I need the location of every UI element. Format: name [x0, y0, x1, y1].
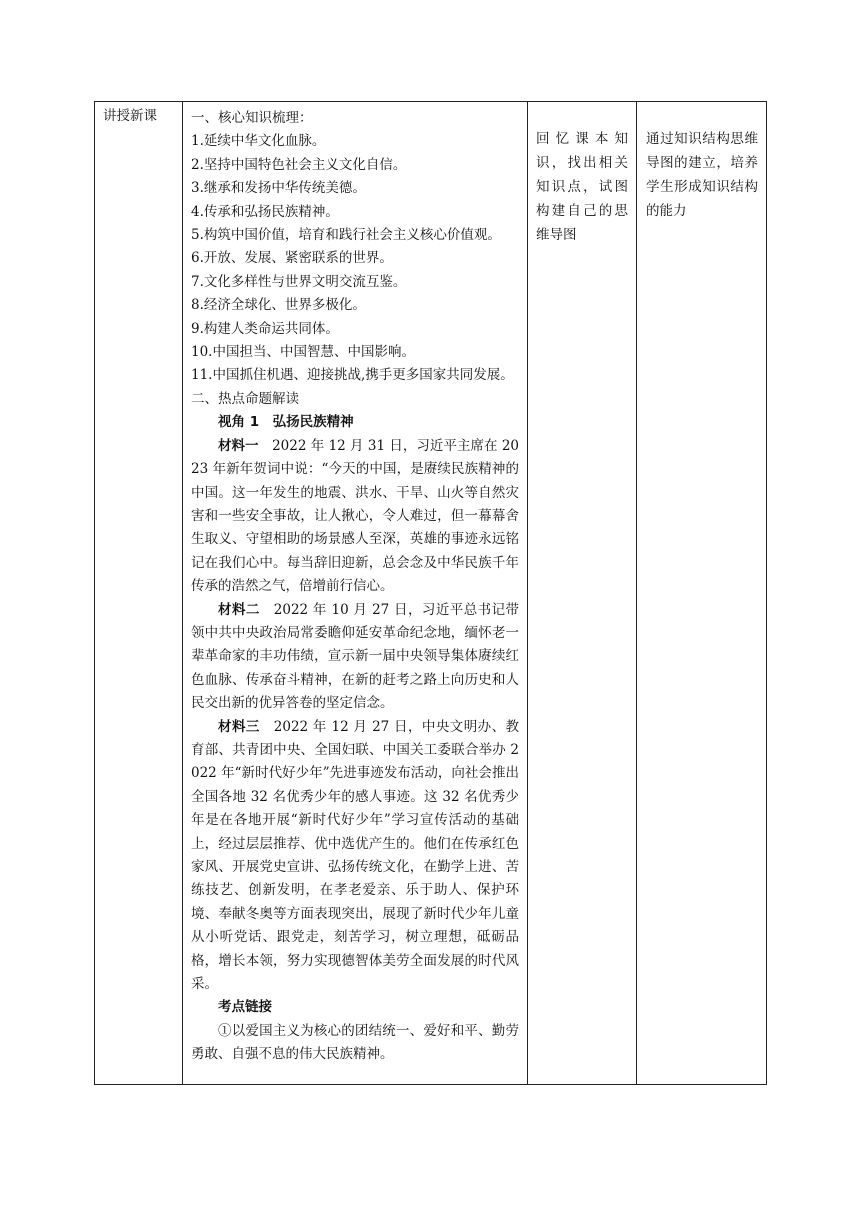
section1-title: 一、核心知识梳理： [191, 110, 313, 126]
student-activity-text: 回忆课本知识，找出相关知识点，试图构建自己的思维导图 [536, 131, 628, 243]
design-intent-cell [637, 102, 767, 1085]
material-paragraph [191, 716, 519, 997]
knowledge-point: 10.中国担当、中国智慧、中国影响。 [191, 344, 415, 361]
row-label-cell [95, 102, 183, 1085]
section2-title: 二、热点命题解读 [191, 390, 299, 407]
material-text: 2022 年 12 月 31 日，习近平主席在 2023 年新年贺词中说：“今天的中国，是赓续民族精神的中国。这一年发生的地震、洪水、干旱、山火等自然灾害和一些安全事故，让人揪心，令人难过，但一幕幕舍生取义、守望相助的场景感人至深，英雄的事迹永远铭记在我们心中。每当辞旧迎新，总会念及中华民族千年传承的浩然之气，倍增前行信心。 [191, 437, 520, 595]
content-cell [183, 102, 528, 1085]
knowledge-point: 6.开放、发展、紧密联系的世界。 [191, 250, 393, 267]
student-activity-cell [528, 102, 637, 1085]
row-label: 讲授新课 [103, 108, 157, 124]
lesson-plan-table [94, 101, 767, 1085]
knowledge-point: 8.经济全球化、世界多极化。 [191, 297, 366, 314]
material-text: 2022 年 12 月 27 日，中央文明办、教育部、共青团中央、全国妇联、中国关工委联合举办 2022 年“新时代好少年”先进事迹发布活动，向社会推出全国各地 32 名优秀少年的感人事迹。这 32 名优秀少年是在各地开展“新时代好少年”学习宣传活动的基础上，经过层层推荐、优中选优产生的。他们在传承红色家风、开展党史宣讲、弘扬传统文化，在勤学上进、苦练技艺、创新发明，在孝老爱亲、乐于助人、保护环境、奉献冬奥等方面表现突出，展现了新时代少年儿童从小听党话、跟党走，刻苦学习，树立理想，砥砺品格，增长本领，努力实现德智体美劳全面发展的时代风采。 [191, 718, 520, 993]
material-label: 材料三 [218, 718, 260, 735]
knowledge-point: 4.传承和弘扬民族精神。 [191, 203, 339, 220]
knowledge-point: 5.构筑中国价值，培育和践行社会主义核心价值观。 [191, 227, 501, 244]
material-label: 材料一 [218, 437, 259, 454]
material-text: 2022 年 10 月 27 日，习近平总书记带领中共中央政治局常委瞻仰延安革命纪念地，缅怀老一辈革命家的丰功伟绩，宣示新一届中央领导集体赓续红色血脉、传承奋斗精神，在新的赶考之路上向历史和人民交出新的优异答卷的坚定信念。 [191, 601, 520, 712]
material-paragraph [191, 599, 519, 716]
link-title: 考点链接 [218, 999, 272, 1016]
material-paragraph [191, 435, 519, 599]
link-text: ①以爱国主义为核心的团结统一、爱好和平、勤劳勇敢、自强不息的伟大民族精神。 [191, 1022, 519, 1063]
knowledge-point: 11.中国抓住机遇、迎接挑战,携手更多国家共同发展。 [191, 367, 514, 384]
knowledge-point: 9.构建人类命运共同体。 [191, 320, 339, 337]
design-intent-text: 通过知识结构思维导图的建立，培养学生形成知识结构的能力 [646, 131, 758, 219]
knowledge-point: 2.坚持中国特色社会主义文化自信。 [191, 156, 407, 173]
knowledge-point: 3.继承和发扬中华传统美德。 [191, 180, 366, 197]
perspective-title: 视角 1 弘扬民族精神 [218, 414, 354, 431]
material-label: 材料二 [218, 601, 260, 618]
table-row [95, 102, 767, 1085]
knowledge-point: 1.延续中华文化血脉。 [191, 133, 326, 150]
knowledge-point: 7.文化多样性与世界文明交流互鉴。 [191, 273, 407, 290]
